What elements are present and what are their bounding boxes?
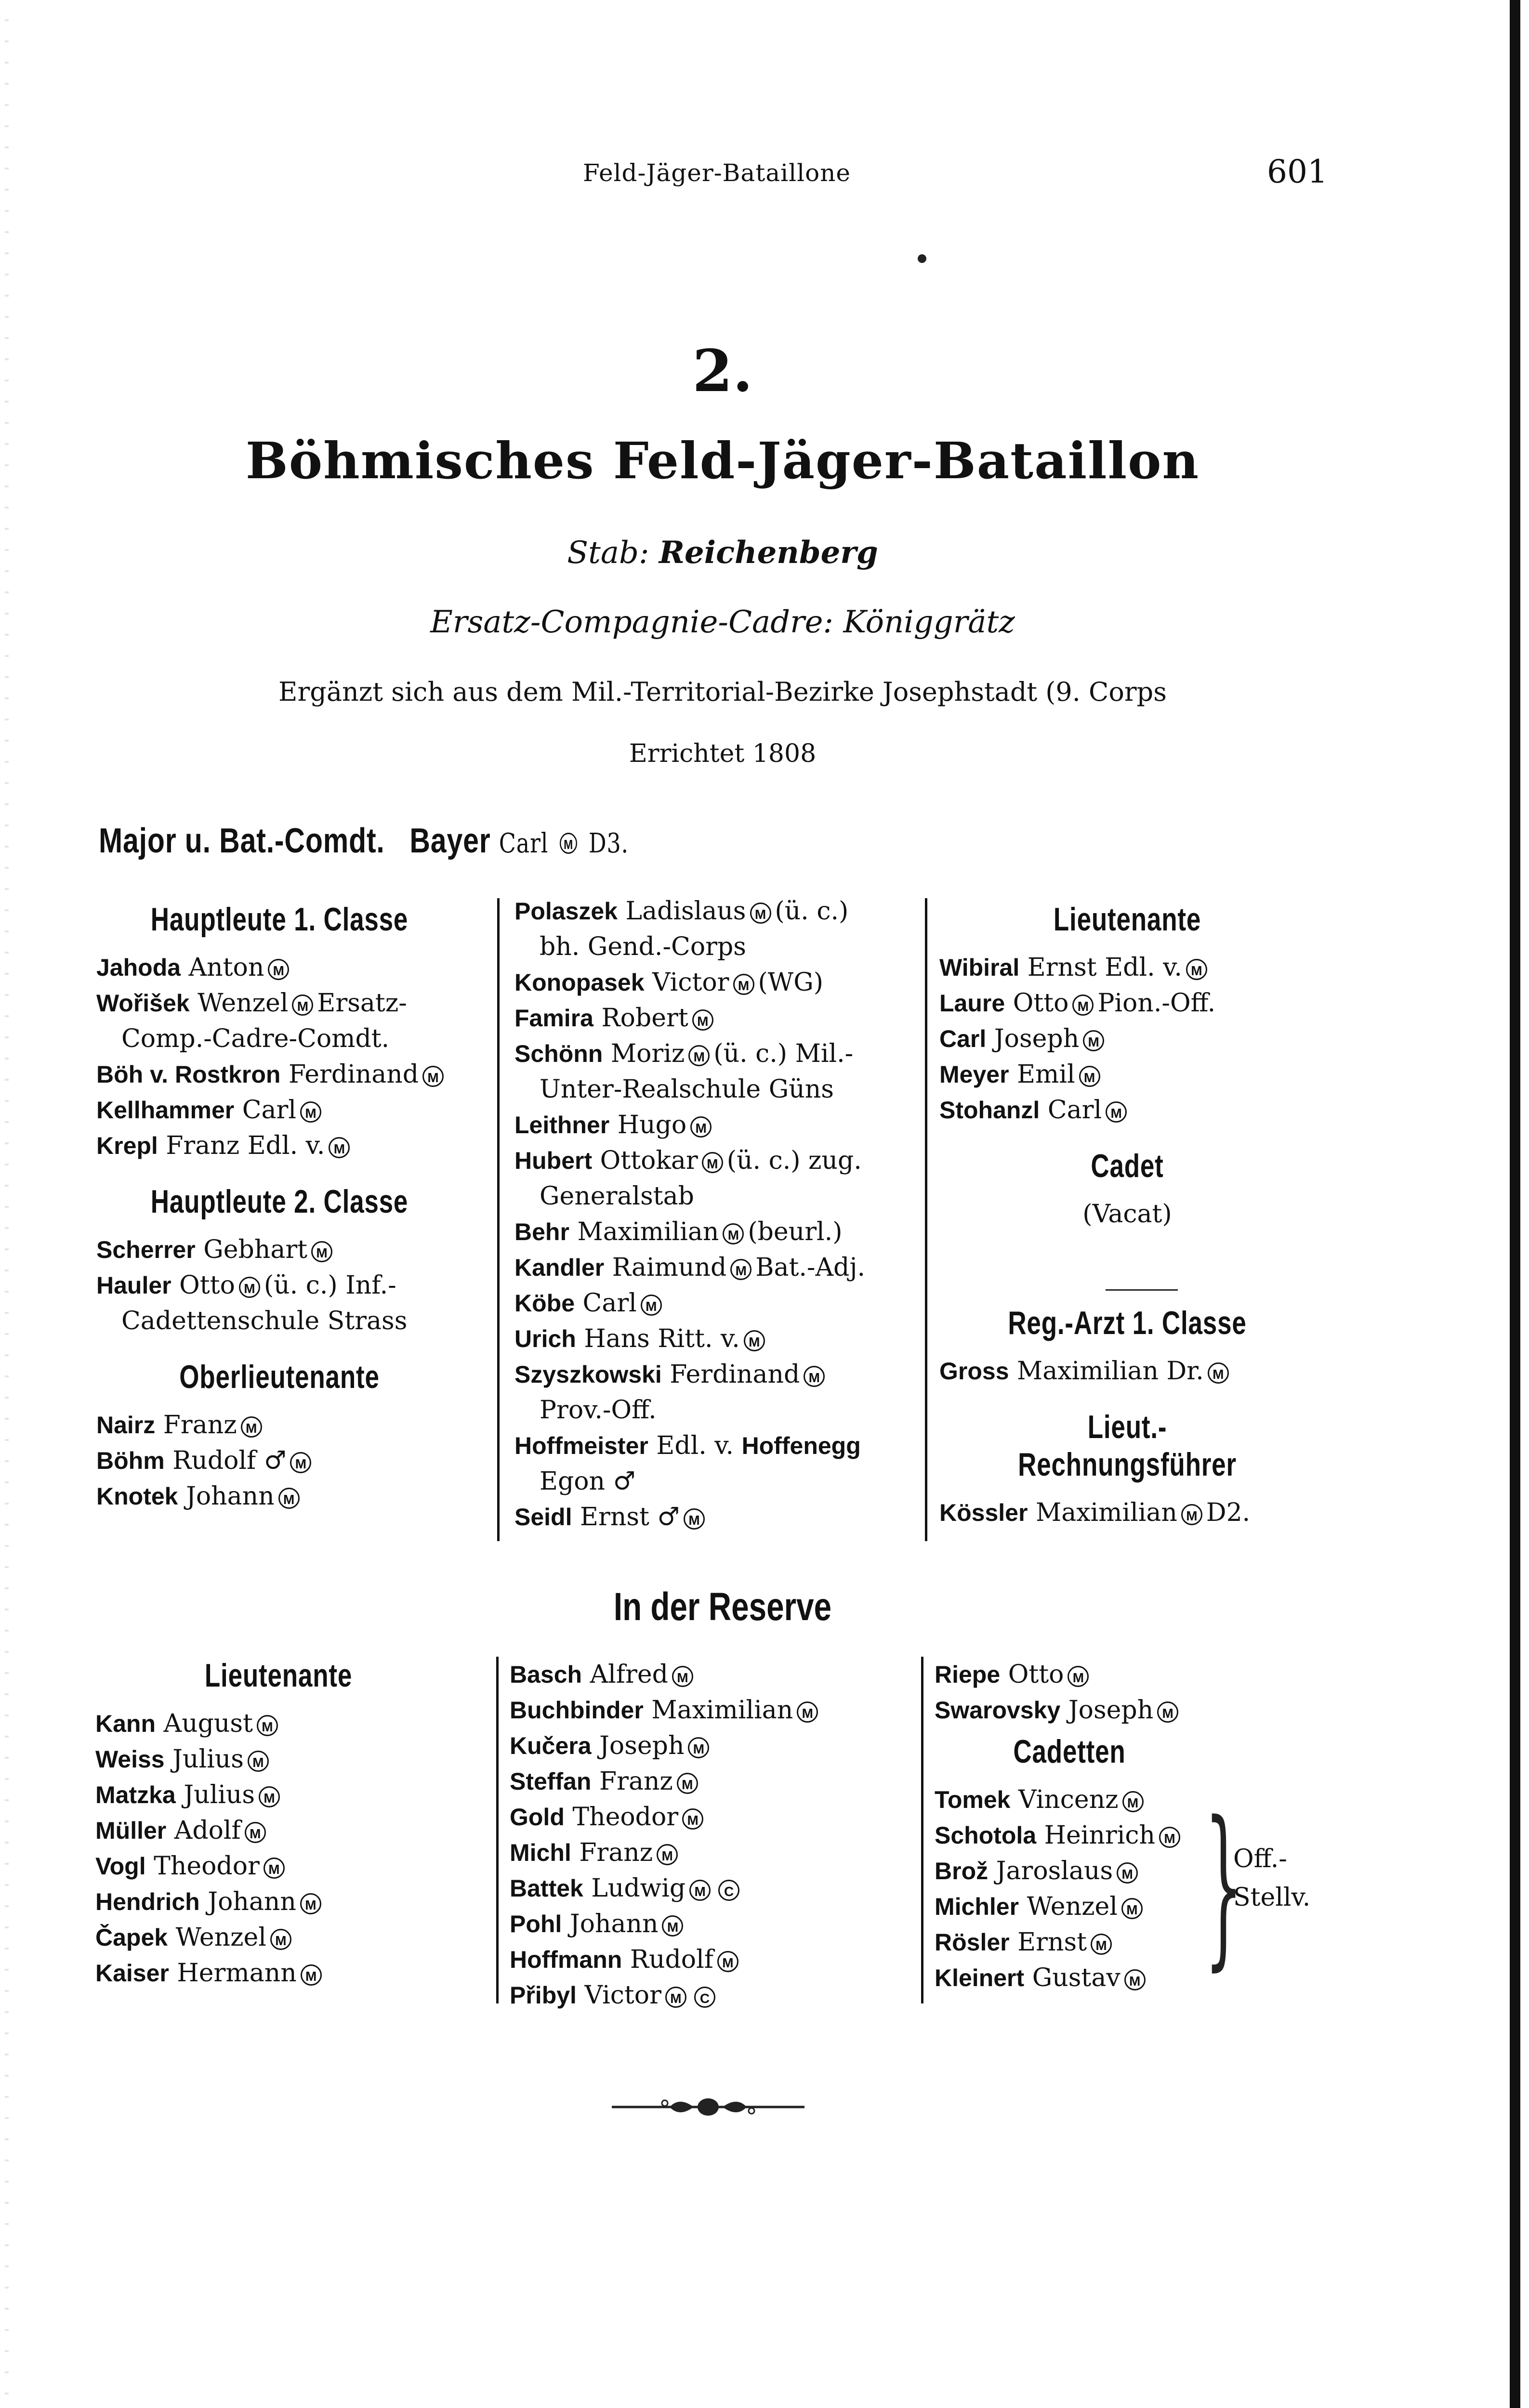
roster-entry — [510, 1977, 909, 2013]
given-name: Theodor — [154, 1852, 260, 1881]
surname: Leithner — [514, 1112, 610, 1139]
m-badge-icon: M — [1079, 1066, 1100, 1087]
given-name: Maximilian — [577, 1217, 719, 1246]
surname: Weiss — [95, 1746, 165, 1773]
surname: Krepl — [96, 1132, 158, 1159]
major-line — [99, 821, 629, 861]
m-badge-icon: M — [689, 1880, 711, 1901]
roster-entry — [514, 965, 919, 1000]
section-heading: Reg.-Arzt 1. Classe — [1008, 1305, 1247, 1341]
column-rule — [497, 898, 500, 1541]
off-stellv-note — [1233, 1840, 1339, 1917]
roster-entry — [510, 1942, 909, 1977]
roster-entry — [95, 1813, 461, 1848]
entry-note: (ü. c.) Inf.- — [264, 1271, 396, 1300]
surname: Kann — [95, 1710, 156, 1737]
given-name: Ernst ♂ — [580, 1503, 680, 1531]
entry-continuation: Generalstab — [540, 1182, 694, 1211]
given-name: Johann — [186, 1482, 275, 1511]
given-name: Wenzel — [198, 989, 289, 1018]
surname: Kandler — [514, 1254, 605, 1281]
section-heading: Lieut.-Rechnungsführer — [1018, 1409, 1237, 1483]
surname-addition: Hoffenegg — [741, 1432, 861, 1459]
given-name: Wenzel — [175, 1923, 266, 1952]
given-name: Alfred — [590, 1660, 668, 1689]
entry-note: Pion.-Off. — [1097, 989, 1216, 1018]
m-badge-icon: M — [560, 833, 577, 854]
given-name: Otto — [179, 1271, 235, 1300]
roster-entry — [96, 1092, 462, 1128]
m-badge-icon: M — [257, 1715, 278, 1736]
surname: Steffan — [510, 1768, 592, 1795]
right-edge-border — [1510, 0, 1520, 2408]
roster-entry — [514, 1036, 919, 1072]
m-badge-icon: M — [270, 1929, 291, 1950]
major-label: Major u. Bat.-Comdt. — [99, 822, 385, 860]
roster-entry — [514, 893, 919, 929]
given-name: Otto — [1013, 989, 1069, 1018]
surname: Meyer — [939, 1061, 1009, 1088]
roster-entry — [96, 1268, 462, 1303]
roster-entry — [514, 1357, 919, 1392]
brace: } — [1204, 1784, 1243, 1986]
roster-entry — [514, 1285, 919, 1321]
roster-entry — [935, 1853, 1204, 1889]
surname: Vogl — [95, 1853, 146, 1880]
given-name: Maximilian Dr. — [1017, 1357, 1204, 1386]
m-badge-icon: M — [1122, 1791, 1144, 1812]
major-firstname: Carl — [499, 828, 549, 859]
given-name: Anton — [188, 953, 264, 982]
major-suffix: D3. — [588, 828, 629, 859]
surname: Kössler — [939, 1499, 1028, 1526]
surname: Rösler — [935, 1929, 1010, 1956]
given-name: Rudolf ♂ — [172, 1446, 287, 1475]
given-name: Carl — [1047, 1096, 1102, 1125]
surname: Kleinert — [935, 1964, 1025, 1991]
section-heading: Oberlieutenante — [179, 1359, 380, 1395]
entry-continuation: bh. Gend.-Corps — [540, 932, 746, 961]
entry-continuation: Prov.-Off. — [540, 1396, 657, 1425]
entry-continuation: Unter-Realschule Güns — [540, 1075, 834, 1104]
given-name: Ferdinand — [670, 1360, 800, 1389]
page-title: Böhmisches Feld-Jäger-Bataillon — [245, 431, 1200, 490]
surname: Riepe — [935, 1661, 1001, 1688]
m-badge-icon: M — [750, 903, 771, 924]
roster-entry — [96, 985, 462, 1021]
roster-entry — [514, 1143, 919, 1178]
surname: Müller — [95, 1817, 167, 1844]
m-badge-icon: M — [665, 1987, 686, 2008]
surname: Konopasek — [514, 969, 645, 996]
m-badge-icon: M — [677, 1773, 698, 1794]
given-name: Emil — [1017, 1060, 1075, 1089]
roster-entry — [939, 1021, 1315, 1057]
given-name: Ludwig — [591, 1874, 686, 1903]
m-badge-icon: M — [657, 1844, 678, 1865]
roster-entry — [95, 1741, 461, 1777]
entry-continuation: Egon ♂ — [540, 1467, 636, 1496]
surname: Čapek — [95, 1924, 168, 1951]
surname: Přibyl — [510, 1982, 577, 2009]
given-name: Maximilian — [1035, 1498, 1177, 1527]
m-badge-icon: M — [259, 1786, 280, 1807]
roster-entry — [96, 950, 462, 985]
m-badge-icon: M — [300, 1101, 321, 1123]
surname: Scherrer — [96, 1236, 196, 1263]
surname: Gold — [510, 1804, 565, 1831]
roster-entry — [96, 1479, 462, 1514]
roster-entry — [96, 1443, 462, 1479]
given-name: Julius — [172, 1745, 244, 1774]
ornament-icon — [607, 2093, 809, 2121]
section-heading: Cadetten — [1013, 1733, 1126, 1770]
surname: Laure — [939, 990, 1005, 1017]
stab-place: Reichenberg — [659, 535, 878, 571]
given-name: Heinrich — [1044, 1821, 1156, 1850]
given-name: Victor — [584, 1981, 661, 2010]
roster-entry — [939, 1353, 1315, 1389]
m-badge-icon: M — [300, 1893, 321, 1914]
errichtet-line: Errichtet 1808 — [629, 739, 817, 768]
roster-entry — [95, 1777, 461, 1813]
m-badge-icon: M — [241, 1416, 262, 1438]
roster-entry — [96, 1232, 462, 1268]
given-name: Ernst — [1017, 1928, 1087, 1957]
given-name: Johann — [569, 1910, 659, 1938]
surname: Behr — [514, 1218, 569, 1245]
reserve-heading: In der Reserve — [613, 1585, 832, 1629]
m-badge-icon: M — [733, 974, 754, 995]
roster-entry — [510, 1799, 909, 1835]
m-badge-icon: M — [278, 1488, 300, 1509]
surname: Hubert — [514, 1147, 593, 1174]
column-lieutenante — [939, 901, 1315, 1531]
roster-entry — [510, 1764, 909, 1799]
given-name: Ladislaus — [625, 897, 746, 926]
m-badge-icon: M — [292, 995, 313, 1016]
m-badge-icon: M — [797, 1701, 818, 1723]
given-name: Vincenz — [1018, 1785, 1119, 1814]
m-badge-icon: M — [422, 1066, 444, 1087]
m-badge-icon: M — [672, 1666, 693, 1687]
given-name: Franz — [579, 1838, 653, 1867]
surname: Wořišek — [96, 990, 190, 1017]
roster-entry — [96, 1128, 462, 1164]
m-badge-icon: M — [1157, 1701, 1178, 1723]
surname: Battek — [510, 1875, 583, 1902]
surname: Schönn — [514, 1040, 603, 1067]
ink-dot — [918, 254, 926, 263]
surname: Nairz — [96, 1412, 156, 1439]
surname: Wibiral — [939, 954, 1020, 981]
entry-continuation: Comp.-Cadre-Comdt. — [121, 1024, 390, 1053]
column-reserve-2 — [510, 1657, 909, 2013]
surname: Hauler — [96, 1272, 171, 1299]
surname: Polaszek — [514, 898, 618, 925]
entry-note: (beurl.) — [748, 1217, 843, 1246]
column-oberlieutenante-cont — [514, 893, 919, 1535]
m-badge-icon: M — [730, 1259, 751, 1280]
m-badge-icon: M — [1106, 1101, 1127, 1123]
entry-note: (ü. c.) zug. — [726, 1146, 862, 1175]
given-name: Julius — [184, 1780, 255, 1809]
given-name: Ottokar — [600, 1146, 698, 1175]
m-badge-icon: M — [268, 959, 289, 980]
given-name: Victor — [652, 968, 729, 997]
roster-entry — [95, 1920, 461, 1955]
separator-rule — [1106, 1289, 1178, 1291]
m-badge-icon: M — [744, 1330, 765, 1351]
roster-entry — [95, 1884, 461, 1920]
roster-entry — [514, 1250, 919, 1285]
surname: Kellhammer — [96, 1097, 235, 1124]
surname: Hoffmann — [510, 1946, 622, 1973]
m-badge-icon: M — [1159, 1827, 1180, 1848]
roster-entry — [510, 1728, 909, 1764]
surname: Seidl — [514, 1504, 572, 1531]
section-heading: Hauptleute 1. Classe — [150, 901, 409, 938]
given-name: Jaroslaus — [996, 1857, 1113, 1885]
surname: Buchbinder — [510, 1697, 644, 1724]
m-badge-icon: M — [723, 1223, 744, 1244]
m-badge-icon: M — [702, 1152, 723, 1173]
m-badge-icon: M — [248, 1751, 269, 1772]
section-number: 2. — [692, 337, 753, 405]
surname: Knotek — [96, 1483, 178, 1510]
m-badge-icon: M — [1208, 1362, 1229, 1384]
roster-entry — [935, 1818, 1204, 1853]
surname: Gross — [939, 1358, 1009, 1385]
roster-entry — [514, 1428, 919, 1464]
entry-note: (ü. c.) — [775, 897, 849, 926]
m-badge-icon: M — [688, 1737, 709, 1758]
given-name: Otto — [1008, 1660, 1064, 1689]
column-rule — [921, 1657, 923, 2003]
m-badge-icon: M — [1083, 1030, 1104, 1051]
surname: Swarovsky — [935, 1697, 1061, 1724]
m-badge-icon: M — [717, 1951, 738, 1972]
surname: Michl — [510, 1839, 571, 1866]
given-name: Joseph — [599, 1731, 685, 1760]
given-name: Adolf — [174, 1816, 241, 1845]
stellv-label: Stellv. — [1233, 1883, 1311, 1912]
roster-entry — [95, 1955, 461, 1991]
roster-entry — [939, 1092, 1315, 1128]
m-badge-icon: M — [245, 1822, 266, 1843]
surname: Matzka — [95, 1781, 176, 1808]
surname: Brož — [935, 1858, 989, 1885]
surname: Kučera — [510, 1732, 592, 1759]
m-badge-icon: M — [1186, 959, 1207, 980]
m-badge-icon: M — [682, 1808, 703, 1830]
surname: Jahoda — [96, 954, 181, 981]
roster-entry — [514, 1000, 919, 1036]
given-name: Franz — [163, 1411, 237, 1440]
m-badge-icon: M — [1068, 1666, 1089, 1687]
surname: Böh v. Rostkron — [96, 1061, 281, 1088]
given-name: Rudolf — [630, 1945, 713, 1974]
stab-label: Stab: — [567, 535, 649, 571]
given-name: Franz Edl. v. — [166, 1131, 325, 1160]
given-name: Carl — [582, 1289, 637, 1318]
m-badge-icon: M — [688, 1045, 710, 1066]
running-head: Feld-Jäger-Bataillone — [583, 159, 851, 187]
entry-continuation: Cadettenschule Strass — [121, 1307, 408, 1335]
surname: Hoffmeister — [514, 1432, 648, 1459]
given-name: Joseph — [1068, 1696, 1154, 1725]
given-name: Gebhart — [203, 1235, 308, 1264]
given-name: Johann — [208, 1887, 296, 1916]
roster-entry — [514, 1214, 919, 1250]
entry-note: Bat.-Adj. — [755, 1253, 865, 1282]
given-name: Hans Ritt. v. — [584, 1324, 740, 1353]
m-badge-icon: M — [692, 1009, 713, 1031]
surname: Hendrich — [95, 1888, 200, 1915]
surname: Basch — [510, 1661, 582, 1688]
m-badge-icon: M — [662, 1915, 683, 1937]
ersatz-line: Ersatz-Compagnie-Cadre: Königgrätz — [430, 604, 1015, 640]
m-badge-icon: M — [329, 1137, 350, 1158]
given-name: Robert — [601, 1004, 688, 1033]
m-badge-icon: M — [301, 1964, 322, 1986]
m-badge-icon: M — [1181, 1504, 1202, 1525]
roster-entry — [514, 1499, 919, 1535]
roster-entry — [510, 1692, 909, 1728]
m-badge-icon: M — [1121, 1898, 1143, 1919]
given-name: Hermann — [177, 1959, 297, 1988]
surname: Famira — [514, 1005, 593, 1032]
given-name: Raimund — [612, 1253, 727, 1282]
m-badge-icon: M — [804, 1366, 825, 1387]
roster-entry — [95, 1706, 461, 1741]
surname: Köbe — [514, 1290, 575, 1317]
entry-note: Ersatz- — [317, 989, 407, 1018]
given-name: Moriz — [610, 1039, 685, 1068]
given-name: Theodor — [572, 1803, 679, 1832]
roster-entry — [939, 950, 1315, 985]
roster-entry — [510, 1835, 909, 1871]
stab-line — [0, 535, 1445, 571]
given-name: Joseph — [994, 1024, 1080, 1053]
given-name: Maximilian — [651, 1696, 793, 1725]
entry-note: (WG) — [758, 968, 824, 997]
entry-note: (ü. c.) Mil.- — [713, 1039, 854, 1068]
given-name: Ferdinand — [288, 1060, 419, 1089]
m-badge-icon: M — [1124, 1969, 1146, 1990]
section-heading: Lieutenante — [204, 1657, 353, 1694]
surname: Szyszkowski — [514, 1361, 662, 1388]
roster-entry — [510, 1871, 909, 1906]
page-number: 601 — [1267, 153, 1328, 190]
surname: Tomek — [935, 1786, 1011, 1813]
off-label: Off.- — [1233, 1845, 1287, 1873]
column-rule — [496, 1657, 499, 2003]
c-badge-icon: C — [718, 1880, 739, 1901]
roster-entry — [935, 1692, 1204, 1728]
m-badge-icon: M — [641, 1295, 662, 1316]
surname: Urich — [514, 1325, 576, 1352]
roster-entry — [935, 1924, 1204, 1960]
roster-entry — [95, 1848, 461, 1884]
surname: Kaiser — [95, 1960, 169, 1987]
roster-entry — [939, 1057, 1315, 1092]
roster-entry — [935, 1782, 1204, 1818]
m-badge-icon: M — [1091, 1934, 1112, 1955]
given-name: Hugo — [617, 1111, 687, 1139]
m-badge-icon: M — [684, 1508, 705, 1530]
ergaenzt-line: Ergänzt sich aus dem Mil.-Territorial-Bezirke Josephstadt (9. Corps — [278, 677, 1167, 707]
roster-entry — [939, 1495, 1315, 1531]
section-heading: Cadet — [1091, 1148, 1164, 1184]
m-badge-icon: M — [239, 1277, 260, 1298]
entry-note: D2. — [1206, 1498, 1251, 1527]
roster-entry — [510, 1906, 909, 1942]
section-heading: Hauptleute 2. Classe — [150, 1183, 409, 1220]
given-name: Ernst Edl. v. — [1027, 953, 1182, 982]
surname: Stohanzl — [939, 1097, 1040, 1124]
c-badge-icon: C — [694, 1987, 715, 2008]
major-surname: Bayer — [409, 822, 491, 860]
roster-entry — [510, 1657, 909, 1692]
surname: Böhm — [96, 1447, 165, 1474]
surname: Carl — [939, 1025, 987, 1052]
surname: Schotola — [935, 1822, 1037, 1849]
given-name: Wenzel — [1027, 1892, 1118, 1921]
given-name: Edl. v. — [656, 1431, 734, 1460]
m-badge-icon: M — [311, 1241, 332, 1262]
given-name: Gustav — [1032, 1963, 1120, 1992]
roster-entry — [935, 1960, 1204, 1996]
given-name: Franz — [599, 1767, 673, 1796]
given-name: Carl — [242, 1096, 297, 1125]
m-badge-icon: M — [290, 1452, 311, 1473]
surname: Michler — [935, 1893, 1019, 1920]
column-reserve-lieutenante — [95, 1657, 461, 1991]
roster-entry — [96, 1407, 462, 1443]
roster-entry — [514, 1107, 919, 1143]
roster-entry — [514, 1321, 919, 1357]
column-hauptleute — [96, 901, 462, 1514]
section-heading: Lieutenante — [1053, 901, 1201, 938]
given-name: August — [163, 1709, 253, 1738]
m-badge-icon: M — [1117, 1862, 1138, 1884]
roster-entry — [935, 1657, 1204, 1692]
roster-entry — [939, 985, 1315, 1021]
m-badge-icon: M — [690, 1116, 712, 1138]
roster-entry — [935, 1889, 1204, 1924]
column-reserve-cadetten — [935, 1657, 1204, 1996]
surname: Pohl — [510, 1911, 562, 1937]
m-badge-icon: M — [264, 1858, 285, 1879]
roster-entry — [96, 1057, 462, 1092]
m-badge-icon: M — [1072, 995, 1094, 1016]
column-rule — [925, 898, 927, 1541]
vacat-text: (Vacat) — [1082, 1200, 1172, 1229]
